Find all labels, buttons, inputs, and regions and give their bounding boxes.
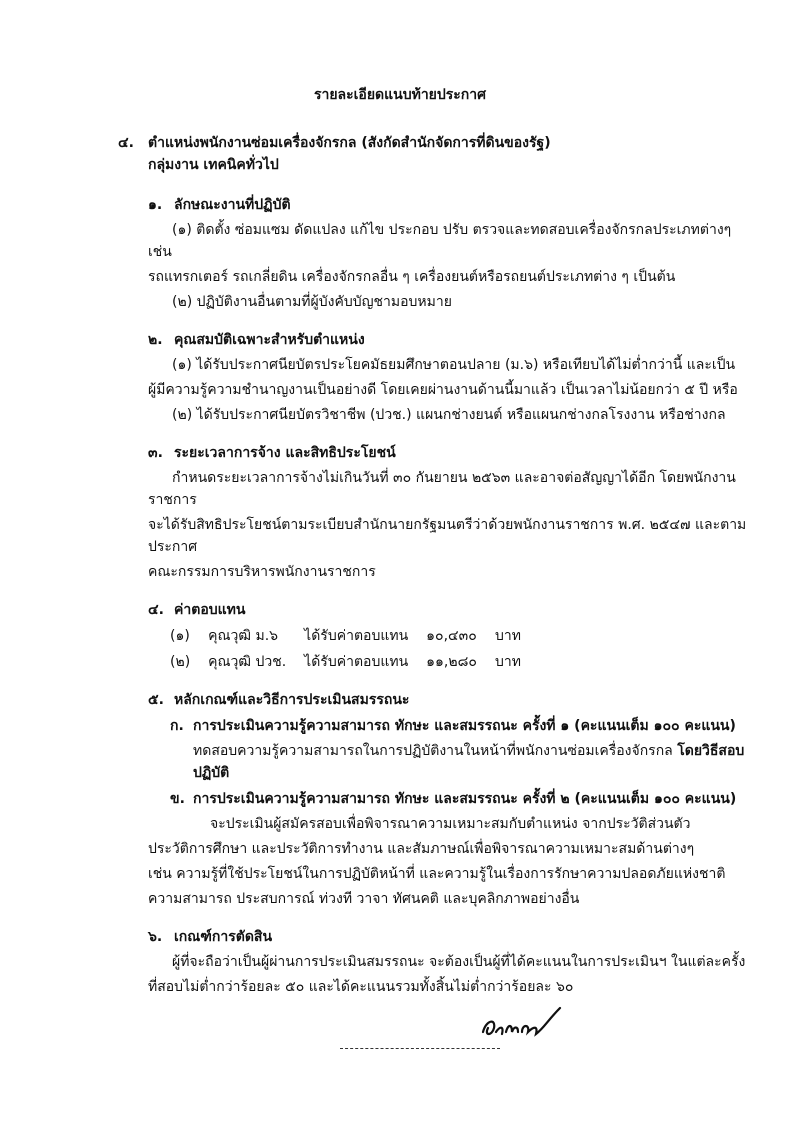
section-2-line: ผู้มีความรู้ความชำนาญงานเป็นอย่างดี โดยเคยผ่านงานด้านนี้มาแล้ว เป็นเวลาไม่น้อยกว่า ๕ ปี หรือ bbox=[148, 382, 738, 398]
subsection-b-line: ประวัติการศึกษา และประวัติการทำงาน และสัมภาษณ์เพื่อพิจารณาความเหมาะสมด้านต่างๆ bbox=[148, 841, 695, 857]
compensation-table bbox=[170, 625, 748, 673]
compensation-label: ได้รับค่าตอบแทน bbox=[304, 628, 409, 644]
signature-mark bbox=[478, 1002, 563, 1042]
row-index: (๑) bbox=[170, 628, 190, 644]
qualification: คุณวุฒิ ปวช. bbox=[208, 654, 287, 670]
section-4-number: ๔. bbox=[148, 602, 164, 618]
section-5-heading: หลักเกณฑ์และวิธีการประเมินสมรรถนะ bbox=[174, 692, 410, 708]
qualification: คุณวุฒิ ม.๖ bbox=[208, 628, 279, 644]
section-6-heading: เกณฑ์การตัดสิน bbox=[174, 929, 273, 945]
subsection-a-content bbox=[193, 715, 748, 784]
section-2-line: (๑) ได้รับประกาศนียบัตรประโยคมัธยมศึกษาตอนปลาย (ม.๖) หรือเทียบได้ไม่ต่ำกว่านี้ และเป็น bbox=[172, 357, 736, 373]
position-number: ๔. bbox=[118, 135, 134, 151]
section-6-line: ที่สอบไม่ต่ำกว่าร้อยละ ๕๐ และได้คะแนนรวมทั้งสิ้นไม่ต่ำกว่าร้อยละ ๖๐ bbox=[148, 979, 574, 995]
section-6-number: ๖. bbox=[148, 929, 163, 945]
subsection-a-text: ทดสอบความรู้ความสามารถในการปฏิบัติงานในหน้าที่พนักงานซ่อมเครื่องจักรกล bbox=[193, 743, 673, 759]
subsection-b-line: ความสามารถ ประสบการณ์ ท่วงที วาจา ทัศนคติ และบุคลิกภาพอย่างอื่น bbox=[148, 891, 580, 907]
section-1-line: รถแทรกเตอร์ รถเกลี่ยดิน เครื่องจักรกลอื่น ๆ เครื่องยนต์หรือรถยนต์ประเภทต่าง ๆ เป็นต้น bbox=[148, 269, 676, 285]
compensation-amount: ๑๑,๒๘๐ bbox=[426, 654, 477, 670]
job-group: กลุ่มงาน เทคนิคทั่วไป bbox=[148, 157, 279, 173]
section-1-heading: ลักษณะงานที่ปฏิบัติ bbox=[174, 197, 291, 213]
section-2-heading: คุณสมบัติเฉพาะสำหรับตำแหน่ง bbox=[174, 332, 365, 348]
subsection-a-method: โดยวิธีสอบปฏิบัติ bbox=[193, 743, 745, 781]
subsection-b-heading: การประเมินความรู้ความสามารถ ทักษะ และสมรรถนะ ครั้งที่ ๒ (คะแนนเต็ม ๑๐๐ คะแนน) bbox=[193, 791, 737, 807]
row-index: (๒) bbox=[170, 654, 191, 670]
section-4-header bbox=[148, 599, 748, 621]
section-4-heading: ค่าตอบแทน bbox=[174, 602, 246, 618]
compensation-label: ได้รับค่าตอบแทน bbox=[304, 654, 409, 670]
section-6-line: ผู้ที่จะถือว่าเป็นผู้ผ่านการประเมินสมรรถนะ จะต้องเป็นผู้ที่ได้คะแนนในการประเมินฯ ในแต่ละครั้ง bbox=[172, 954, 746, 970]
position-heading bbox=[118, 132, 748, 154]
section-2-header bbox=[148, 329, 748, 351]
subsection-a bbox=[170, 715, 748, 784]
subsection-b bbox=[170, 788, 748, 810]
section-5-number: ๕. bbox=[148, 692, 164, 708]
section-3-line: กำหนดระยะเวลาการจ้างไม่เกินวันที่ ๓๐ กันยายน ๒๕๖๓ และอาจต่อสัญญาได้อีก โดยพนักงานราชการ bbox=[148, 470, 736, 508]
section-1-line: (๑) ติดตั้ง ซ่อมแซม ดัดแปลง แก้ไข ประกอบ ปรับ ตรวจและทดสอบเครื่องจักรกลประเภทต่างๆ เช่น bbox=[148, 222, 732, 260]
section-3-line: คณะกรรมการบริหารพนักงานราชการ bbox=[148, 564, 376, 580]
subsection-a-body bbox=[193, 740, 748, 784]
currency-unit: บาท bbox=[494, 654, 521, 670]
position-title: ตำแหน่งพนักงานซ่อมเครื่องจักรกล (สังกัดสำนักจัดการที่ดินของรัฐ) bbox=[148, 135, 551, 151]
section-5-header bbox=[148, 689, 748, 711]
compensation-amount: ๑๐,๔๓๐ bbox=[426, 628, 477, 644]
section-1-header bbox=[148, 194, 748, 216]
section-3-heading: ระยะเวลาการจ้าง และสิทธิประโยชน์ bbox=[174, 445, 396, 461]
section-1-number: ๑. bbox=[148, 197, 163, 213]
subsection-a-heading: การประเมินความรู้ความสามารถ ทักษะ และสมรรถนะ ครั้งที่ ๑ (คะแนนเต็ม ๑๐๐ คะแนน) bbox=[193, 718, 736, 734]
document-title: รายละเอียดแนบท้ายประกาศ bbox=[313, 87, 487, 103]
section-2-line: (๒) ได้รับประกาศนียบัตรวิชาชีพ (ปวช.) แผนกช่างยนต์ หรือแผนกช่างกลโรงงาน หรือช่างกล bbox=[172, 407, 726, 423]
currency-unit: บาท bbox=[494, 628, 521, 644]
signature-line bbox=[340, 1048, 500, 1049]
section-6-header bbox=[148, 926, 748, 948]
subsection-b-line: เช่น ความรู้ที่ใช้ประโยชน์ในการปฏิบัติหน้าที่ และความรู้ในเรื่องการรักษาความปลอดภัยแห่งชาติ bbox=[148, 866, 726, 882]
subsection-b-mark: ข. bbox=[170, 791, 185, 807]
section-1-line: (๒) ปฏิบัติงานอื่นตามที่ผู้บังคับบัญชามอบหมาย bbox=[172, 294, 452, 310]
section-3-header bbox=[148, 442, 748, 464]
signature-area bbox=[148, 1002, 748, 1046]
subsection-b-line: จะประเมินผู้สมัครสอบเพื่อพิจารณาความเหมาะสมกับตำแหน่ง จากประวัติส่วนตัว bbox=[210, 816, 691, 832]
section-2-number: ๒. bbox=[148, 332, 163, 348]
section-3-line: จะได้รับสิทธิประโยชน์ตามระเบียบสำนักนายกรัฐมนตรีว่าด้วยพนักงานราชการ พ.ศ. ๒๕๔๗ และตามประกาศ bbox=[148, 517, 747, 555]
section-3-number: ๓. bbox=[148, 445, 163, 461]
subsection-a-mark: ก. bbox=[170, 718, 184, 734]
